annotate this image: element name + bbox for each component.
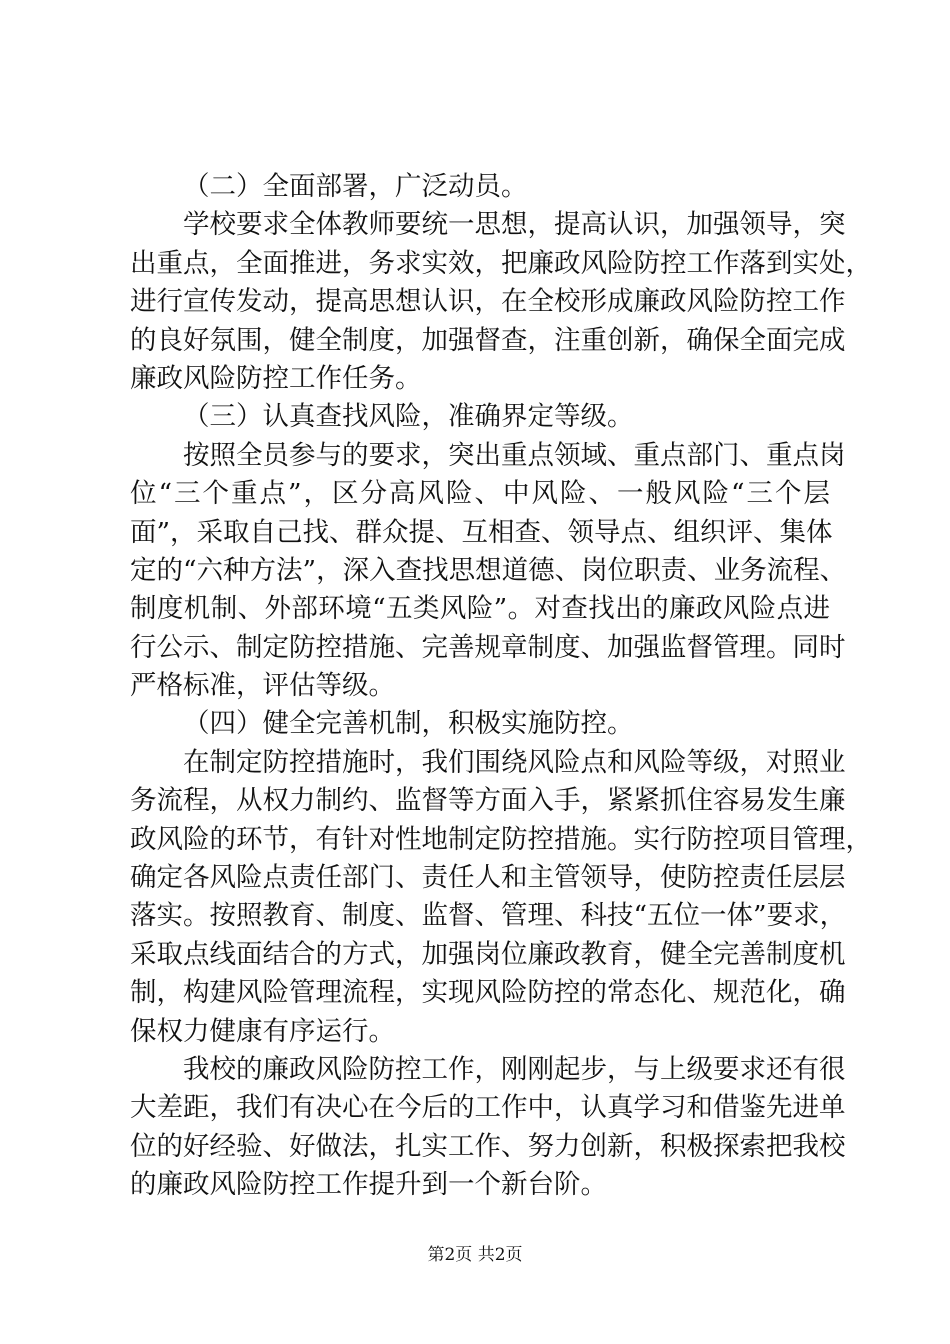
- paragraph-line: 行公示、制定防控措施、完善规章制度、加强监督管理。同时: [130, 631, 846, 663]
- document-body: [130, 168, 872, 1205]
- paragraph-line: 我校的廉政风险防控工作，刚刚起步，与上级要求还有很: [183, 1053, 846, 1085]
- paragraph-line: 大差距，我们有决心在今后的工作中，认真学习和借鉴先进单: [130, 1092, 846, 1124]
- paragraph-line: 保权力健康有序运行。: [130, 1015, 395, 1047]
- paragraph-line: 定的“六种方法”，深入查找思想道德、岗位职责、业务流程、: [130, 554, 847, 586]
- paragraph-line: 进行宣传发动，提高思想认识，在全校形成廉政风险防控工作: [130, 286, 846, 318]
- paragraph-line: 的廉政风险防控工作提升到一个新台阶。: [130, 1169, 607, 1201]
- page-number-footer: 第2页 共2页: [427, 1245, 523, 1265]
- paragraph-line: 严格标准，评估等级。: [130, 670, 395, 702]
- paragraph-line: 落实。按照教育、制度、监督、管理、科技“五位一体”要求，: [130, 900, 847, 932]
- paragraph-line: 出重点，全面推进，务求实效，把廉政风险防控工作落到实处，: [130, 247, 872, 279]
- paragraph-line: 务流程，从权力制约、监督等方面入手，紧紧抓住容易发生廉: [130, 785, 846, 817]
- paragraph-line: 廉政风险防控工作任务。: [130, 362, 422, 394]
- paragraph-line: 的良好氛围，健全制度，加强督查，注重创新，确保全面完成: [130, 324, 846, 356]
- paragraph-line: 学校要求全体教师要统一思想，提高认识，加强领导，突: [183, 209, 846, 241]
- section-heading: （三）认真查找风险，准确界定等级。: [183, 401, 634, 433]
- paragraph-line: 在制定防控措施时，我们围绕风险点和风险等级，对照业: [183, 746, 846, 778]
- paragraph-line: 确定各风险点责任部门、责任人和主管领导，使防控责任层层: [130, 862, 846, 894]
- section-heading: （二）全面部署，广泛动员。: [183, 171, 528, 202]
- paragraph-line: 采取点线面结合的方式，加强岗位廉政教育，健全完善制度机: [130, 938, 846, 970]
- paragraph-line: 位的好经验、好做法，扎实工作、努力创新，积极探索把我校: [130, 1130, 846, 1162]
- paragraph-line: 政风险的环节，有针对性地制定防控措施。实行防控项目管理，: [130, 823, 872, 855]
- paragraph-line: 按照全员参与的要求，突出重点领域、重点部门、重点岗: [183, 439, 846, 471]
- paragraph-line: 制，构建风险管理流程，实现风险防控的常态化、规范化，确: [130, 977, 846, 1009]
- section-heading: （四）健全完善机制，积极实施防控。: [183, 708, 634, 740]
- paragraph-line: 面”，采取自己找、群众提、互相查、领导点、组织评、集体: [130, 516, 833, 548]
- paragraph-line: 位“三个重点”，区分高风险、中风险、一般风险“三个层: [130, 478, 830, 510]
- paragraph-line: 制度机制、外部环境“五类风险”。对查找出的廉政风险点进: [130, 593, 830, 625]
